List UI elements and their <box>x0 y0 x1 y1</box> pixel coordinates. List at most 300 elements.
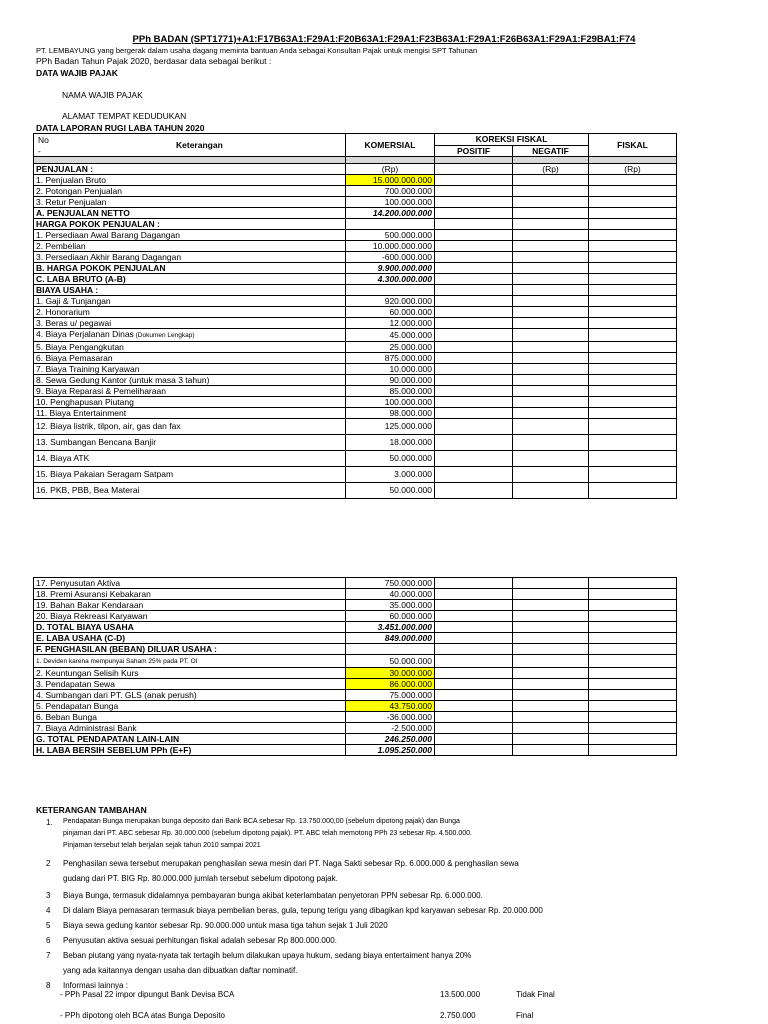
positif-value <box>435 701 513 712</box>
row-label <box>34 296 346 307</box>
row-label-text: 16. PKB, PBB, Bea Materai <box>36 485 140 495</box>
row-label <box>34 644 346 655</box>
row-label <box>34 329 346 342</box>
komersial-value <box>346 219 435 230</box>
note-line: yang ada kaitannya dengan usaha dan dibuatkan daftar nominatif. <box>63 966 298 975</box>
note-line: Informasi lainnya : <box>63 981 128 990</box>
table-row <box>34 622 677 633</box>
fiskal-value <box>589 208 677 219</box>
row-label <box>34 655 346 668</box>
fiskal-value <box>589 296 677 307</box>
positif-value <box>435 342 513 353</box>
fiskal-value <box>589 611 677 622</box>
positif-value <box>435 230 513 241</box>
row-label-text: 5. Biaya Pengangkutan <box>36 342 124 352</box>
positif-value <box>435 745 513 756</box>
note-number: 1. <box>46 818 53 827</box>
komersial-value: 18.000.000 <box>346 435 435 451</box>
row-label-text: 4. Sumbangan dari PT. GLS (anak perush) <box>36 690 197 700</box>
note-line: Beban piutang yang nyata-nyata tak tertagih belum dilakukan upaya hukum, sedang biaya entertaiment hanya 20% <box>63 951 472 960</box>
positif-value <box>435 274 513 285</box>
row-label-text: 6. Beban Bunga <box>36 712 97 722</box>
negatif-value <box>513 197 589 208</box>
row-label <box>34 723 346 734</box>
komersial-value: 10.000.000 <box>346 364 435 375</box>
fiskal-value <box>589 701 677 712</box>
table-row <box>34 274 677 285</box>
fiskal-value <box>589 285 677 296</box>
row-label <box>34 712 346 723</box>
fiskal-value <box>589 230 677 241</box>
table-row <box>34 364 677 375</box>
positif-value <box>435 419 513 435</box>
table-row <box>34 408 677 419</box>
fiskal-value <box>589 419 677 435</box>
negatif-value <box>513 329 589 342</box>
row-label <box>34 419 346 435</box>
komersial-value: 90.000.000 <box>346 375 435 386</box>
komersial-value: 12.000.000 <box>346 318 435 329</box>
negatif-value <box>513 419 589 435</box>
positif-value <box>435 364 513 375</box>
fiskal-value <box>589 175 677 186</box>
row-label <box>34 451 346 467</box>
note-line: Penyusutan aktiva sesuai perhitungan fiskal adalah sebesar Rp 800.000.000. <box>63 936 337 945</box>
komersial-value: 25.000.000 <box>346 342 435 353</box>
table-row <box>34 318 677 329</box>
laba-rugi-table-1 <box>33 133 677 499</box>
positif-value <box>435 397 513 408</box>
negatif-value <box>513 318 589 329</box>
row-label-text: HARGA POKOK PENJUALAN : <box>36 219 160 229</box>
positif-value <box>435 353 513 364</box>
header-keterangan-cell <box>34 134 346 157</box>
row-label <box>34 164 346 175</box>
row-label <box>34 408 346 419</box>
table-row <box>34 633 677 644</box>
positif-value <box>435 175 513 186</box>
row-label-text: BIAYA USAHA : <box>36 285 99 295</box>
data-wp-heading: DATA WAJIB PAJAK <box>36 68 118 78</box>
negatif-value <box>513 668 589 679</box>
row-label <box>34 633 346 644</box>
table-row <box>34 600 677 611</box>
row-label <box>34 241 346 252</box>
info-amount: 2.750.000 <box>440 1011 476 1020</box>
row-label <box>34 435 346 451</box>
table-row <box>34 467 677 483</box>
positif-value <box>435 329 513 342</box>
row-label-text: 2. Keuntungan Selisih Kurs <box>36 668 139 678</box>
komersial-value: 500.000.000 <box>346 230 435 241</box>
row-label-text: 12. Biaya listrik, tilpon, air, gas dan fax <box>36 421 181 431</box>
negatif-value <box>513 745 589 756</box>
header-positif: POSITIF <box>435 145 513 157</box>
fiskal-value <box>589 633 677 644</box>
table-row <box>34 589 677 600</box>
row-label-text: 1. Persediaan Awal Barang Dagangan <box>36 230 180 240</box>
positif-value <box>435 467 513 483</box>
komersial-value: 50.000.000 <box>346 483 435 499</box>
fiskal-value <box>589 342 677 353</box>
note-number: 5 <box>46 921 51 930</box>
fiskal-value <box>589 186 677 197</box>
note-line: pinjaman dari PT. ABC sebesar Rp. 30.000.000 (sebelum dipotong pajak). PT. ABC telah memotong PPh 23 sebesar Rp. 4.500.000. <box>63 830 472 837</box>
positif-value <box>435 408 513 419</box>
fiskal-value <box>589 408 677 419</box>
info-amount: 13.500.000 <box>440 990 481 999</box>
table-row <box>34 578 677 589</box>
fiskal-value <box>589 197 677 208</box>
positif-value <box>435 734 513 745</box>
row-label <box>34 690 346 701</box>
row-label <box>34 208 346 219</box>
row-label-note: (Dokumen Lengkap) <box>133 332 195 339</box>
header-komersial: KOMERSIAL <box>346 134 435 157</box>
row-label <box>34 734 346 745</box>
table-row <box>34 435 677 451</box>
komersial-value: -600.000.000 <box>346 252 435 263</box>
row-label <box>34 611 346 622</box>
note-number: 7 <box>46 951 51 960</box>
row-label <box>34 175 346 186</box>
negatif-value <box>513 734 589 745</box>
komersial-value: 86.000.000 <box>346 679 435 690</box>
row-label-note: 1. Deviden karena mempunyai Saham 25% pada PT. OI <box>36 658 198 665</box>
fiskal-value <box>589 483 677 499</box>
row-label <box>34 386 346 397</box>
row-label <box>34 263 346 274</box>
table-row <box>34 197 677 208</box>
fiskal-value <box>589 690 677 701</box>
row-label <box>34 467 346 483</box>
fiskal-value <box>589 734 677 745</box>
negatif-value <box>513 353 589 364</box>
komersial-value: 246.250.000 <box>346 734 435 745</box>
table-row <box>34 175 677 186</box>
fiskal-value <box>589 712 677 723</box>
negatif-value <box>513 644 589 655</box>
komersial-value: 3.000.000 <box>346 467 435 483</box>
row-label-text: 7. Biaya Administrasi Bank <box>36 723 137 733</box>
positif-value <box>435 219 513 230</box>
negatif-value <box>513 175 589 186</box>
row-label <box>34 483 346 499</box>
komersial-value: 30.000.000 <box>346 668 435 679</box>
row-label-text: PENJUALAN : <box>36 164 94 174</box>
positif-value <box>435 451 513 467</box>
table-row <box>34 263 677 274</box>
negatif-value <box>513 186 589 197</box>
row-label-text: 10. Penghapusan Piutang <box>36 397 134 407</box>
komersial-value: 14.200.000.000 <box>346 208 435 219</box>
row-label-text: H. LABA BERSIH SEBELUM PPh (E+F) <box>36 745 192 755</box>
negatif-value <box>513 611 589 622</box>
negatif-value <box>513 208 589 219</box>
note-number: 4 <box>46 906 51 915</box>
negatif-value <box>513 483 589 499</box>
row-label-text: E. LABA USAHA (C-D) <box>36 633 126 643</box>
table-row <box>34 451 677 467</box>
komersial-value: 875.000.000 <box>346 353 435 364</box>
row-label-text: G. TOTAL PENDAPATAN LAIN-LAIN <box>36 734 180 744</box>
row-label-text: 3. Pendapatan Sewa <box>36 679 115 689</box>
komersial-value: -36.000.000 <box>346 712 435 723</box>
table-row <box>34 307 677 318</box>
header-band <box>34 157 677 164</box>
negatif-value: (Rp) <box>513 164 589 175</box>
note-number: 6 <box>46 936 51 945</box>
komersial-value: -2.500.000 <box>346 723 435 734</box>
positif-value <box>435 197 513 208</box>
positif-value <box>435 633 513 644</box>
header-koreksi-fiskal: KOREKSI FISKAL <box>435 134 589 146</box>
table-row <box>34 353 677 364</box>
komersial-value: 60.000.000 <box>346 307 435 318</box>
table-row <box>34 386 677 397</box>
positif-value <box>435 186 513 197</box>
row-label-text: 4. Biaya Perjalanan Dinas <box>36 329 134 339</box>
negatif-value <box>513 435 589 451</box>
table-row <box>34 397 677 408</box>
table-row <box>34 164 677 175</box>
komersial-value: 10.000.000.000 <box>346 241 435 252</box>
table-row <box>34 285 677 296</box>
row-label-text: 15. Biaya Pakaian Seragam Satpam <box>36 469 174 479</box>
negatif-value <box>513 285 589 296</box>
fiskal-value <box>589 252 677 263</box>
row-label <box>34 364 346 375</box>
fiskal-value <box>589 745 677 756</box>
row-label-text: 1. Penjualan Bruto <box>36 175 106 185</box>
table-row <box>34 690 677 701</box>
laporan-heading: DATA LAPORAN RUGI LABA TAHUN 2020 <box>36 123 205 133</box>
negatif-value <box>513 263 589 274</box>
fiskal-value <box>589 467 677 483</box>
row-label-text: F. PENGHASILAN (BEBAN) DILUAR USAHA : <box>36 644 218 654</box>
positif-value <box>435 690 513 701</box>
positif-value <box>435 668 513 679</box>
negatif-value <box>513 307 589 318</box>
positif-value <box>435 375 513 386</box>
positif-value <box>435 208 513 219</box>
table-row <box>34 329 677 342</box>
table-row <box>34 241 677 252</box>
note-line: Pendapatan Bunga merupakan bunga deposito dari Bank BCA sebesar Rp. 13.750.000,00 (sebelum dipotong pajak) dan Bunga <box>63 818 460 825</box>
fiskal-value <box>589 219 677 230</box>
table-row <box>34 375 677 386</box>
negatif-value <box>513 712 589 723</box>
row-label-text: 3. Persediaan Akhir Barang Dagangan <box>36 252 182 262</box>
fiskal-value <box>589 589 677 600</box>
komersial-value: 849.000.000 <box>346 633 435 644</box>
fiskal-value <box>589 435 677 451</box>
fiskal-value <box>589 329 677 342</box>
row-label <box>34 285 346 296</box>
fiskal-value <box>589 644 677 655</box>
negatif-value <box>513 578 589 589</box>
row-label-text: 2. Potongan Penjualan <box>36 186 123 196</box>
header-fiskal: FISKAL <box>589 134 677 157</box>
table-row <box>34 230 677 241</box>
positif-value <box>435 307 513 318</box>
row-label <box>34 578 346 589</box>
row-label <box>34 622 346 633</box>
negatif-value <box>513 723 589 734</box>
positif-value <box>435 723 513 734</box>
positif-value <box>435 296 513 307</box>
positif-value <box>435 712 513 723</box>
positif-value <box>435 578 513 589</box>
page-title: PPh BADAN (SPT1771)+A1:F17B63A1:F29A1:F20B63A1:F29A1:F23B63A1:F29A1:F26B63A1:F29A1:F29BA1:F74 <box>132 34 636 45</box>
fiskal-value <box>589 364 677 375</box>
table-row <box>34 644 677 655</box>
row-label <box>34 186 346 197</box>
fiskal-value: (Rp) <box>589 164 677 175</box>
row-label <box>34 342 346 353</box>
row-label-text: A. PENJUALAN NETTO <box>36 208 130 218</box>
komersial-value: 750.000.000 <box>346 578 435 589</box>
positif-value <box>435 622 513 633</box>
negatif-value <box>513 397 589 408</box>
negatif-value <box>513 451 589 467</box>
komersial-value: 75.000.000 <box>346 690 435 701</box>
fiskal-value <box>589 375 677 386</box>
fiskal-value <box>589 274 677 285</box>
info-label: - PPh Pasal 22 impor dipungut Bank Devisa BCA <box>60 990 235 999</box>
positif-value <box>435 435 513 451</box>
negatif-value <box>513 600 589 611</box>
komersial-value: 4.300.000.000 <box>346 274 435 285</box>
table-row <box>34 734 677 745</box>
row-label-text: 9. Biaya Reparasi & Pemeliharaan <box>36 386 166 396</box>
nama-wp-label: NAMA WAJIB PAJAK <box>62 90 143 100</box>
row-label <box>34 219 346 230</box>
negatif-value <box>513 386 589 397</box>
row-label <box>34 197 346 208</box>
row-label-text: 3. Beras u/ pegawai <box>36 318 112 328</box>
fiskal-value <box>589 451 677 467</box>
row-label <box>34 375 346 386</box>
negatif-value <box>513 364 589 375</box>
positif-value <box>435 263 513 274</box>
negatif-value <box>513 274 589 285</box>
positif-value <box>435 241 513 252</box>
fiskal-value <box>589 668 677 679</box>
row-label-text: 20. Biaya Rekreasi Karyawan <box>36 611 148 621</box>
fiskal-value <box>589 578 677 589</box>
row-label <box>34 600 346 611</box>
note-line: Biaya Bunga, termasuk didalamnya pembayaran bunga akibat keterlambatan penyetoran PPN sebesar Rp. 6.000.000. <box>63 891 483 900</box>
komersial-value: 100.000.000 <box>346 397 435 408</box>
fiskal-value <box>589 386 677 397</box>
positif-value <box>435 644 513 655</box>
row-label-text: 8. Sewa Gedung Kantor (untuk masa 3 tahun) <box>36 375 210 385</box>
note-line: Penghasilan sewa tersebut merupakan penghasilan sewa mesin dari PT. Naga Sakti sebesar Rp. 6.000.000 & penghasilan sewa <box>63 859 519 868</box>
komersial-value: 1.095.250.000 <box>346 745 435 756</box>
note-number: 3 <box>46 891 51 900</box>
info-status: Final <box>516 1011 534 1020</box>
header-negatif: NEGATIF <box>513 145 589 157</box>
komersial-value: 9.900.000.000 <box>346 263 435 274</box>
komersial-value: 45.000.000 <box>346 329 435 342</box>
table-row <box>34 219 677 230</box>
table-row <box>34 342 677 353</box>
table-header-row-1 <box>34 134 677 146</box>
komersial-value: 50.000.000 <box>346 451 435 467</box>
header-no: No <box>38 135 49 145</box>
komersial-value: 35.000.000 <box>346 600 435 611</box>
table-row <box>34 296 677 307</box>
fiskal-value <box>589 600 677 611</box>
notes-heading: KETERANGAN TAMBAHAN <box>36 805 147 815</box>
note-line: Biaya sewa gedung kantor sebesar Rp. 90.000.000 untuk masa tiga tahun sejak 1 Juli 2020 <box>63 921 388 930</box>
komersial-value: 920.000.000 <box>346 296 435 307</box>
negatif-value <box>513 230 589 241</box>
table-row <box>34 186 677 197</box>
positif-value <box>435 600 513 611</box>
negatif-value <box>513 622 589 633</box>
row-label-text: 13. Sumbangan Bencana Banjir <box>36 437 157 447</box>
row-label <box>34 589 346 600</box>
row-label <box>34 274 346 285</box>
komersial-value: 3.451.000.000 <box>346 622 435 633</box>
note-number: 2 <box>46 859 51 868</box>
negatif-value <box>513 241 589 252</box>
komersial-value: 60.000.000 <box>346 611 435 622</box>
row-label-text: D. TOTAL BIAYA USAHA <box>36 622 134 632</box>
row-label <box>34 397 346 408</box>
row-label-text: 7. Biaya Training Karyawan <box>36 364 140 374</box>
row-label <box>34 252 346 263</box>
fiskal-value <box>589 679 677 690</box>
table-row <box>34 745 677 756</box>
komersial-value: 15.000.000.000 <box>346 175 435 186</box>
fiskal-value <box>589 622 677 633</box>
negatif-value <box>513 375 589 386</box>
negatif-value <box>513 219 589 230</box>
negatif-value <box>513 633 589 644</box>
fiskal-value <box>589 318 677 329</box>
negatif-value <box>513 296 589 307</box>
fiskal-value <box>589 397 677 408</box>
positif-value <box>435 386 513 397</box>
table-row <box>34 701 677 712</box>
row-label <box>34 318 346 329</box>
negatif-value <box>513 252 589 263</box>
info-label: - PPh dipotong oleh BCA atas Bunga Deposito <box>60 1011 225 1020</box>
fiskal-value <box>589 307 677 318</box>
komersial-value: (Rp) <box>346 164 435 175</box>
table-row <box>34 712 677 723</box>
positif-value <box>435 285 513 296</box>
komersial-value <box>346 285 435 296</box>
row-label <box>34 701 346 712</box>
row-label-text: 19. Bahan Bakar Kendaraan <box>36 600 144 610</box>
table-row <box>34 252 677 263</box>
note-line: Di dalam Biaya pemasaran termasuk biaya pembelian beras, gula, tepung terigu yang dibagikan kpd karyawan sebesar Rp. 20.000.000 <box>63 906 543 915</box>
komersial-value: 700.000.000 <box>346 186 435 197</box>
fiskal-value <box>589 655 677 668</box>
negatif-value <box>513 408 589 419</box>
table-row <box>34 483 677 499</box>
fiskal-value <box>589 353 677 364</box>
positif-value <box>435 611 513 622</box>
negatif-value <box>513 701 589 712</box>
positif-value <box>435 318 513 329</box>
row-label-text: B. HARGA POKOK PENJUALAN <box>36 263 166 273</box>
row-label-text: 17. Penyusutan Aktiva <box>36 578 121 588</box>
